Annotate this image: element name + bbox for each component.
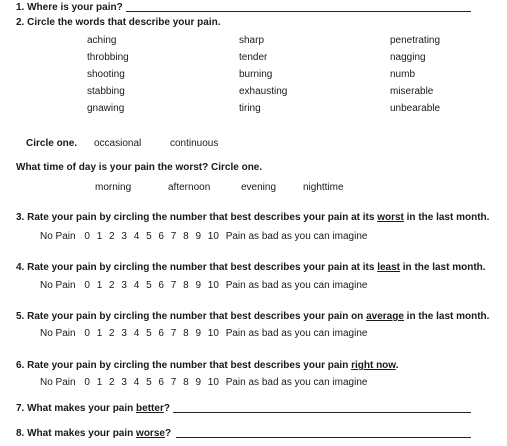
scale-number-7[interactable]: 7 [170,328,177,339]
scale-number-7[interactable]: 7 [170,280,177,291]
scale-number-3[interactable]: 3 [121,377,127,388]
pain-word[interactable]: exhausting [239,86,288,97]
question-3-emphasis: worst [377,212,404,223]
frequency-option-occasional[interactable]: occasional [94,138,142,149]
answer-line-1[interactable] [126,11,471,12]
scale-number-6[interactable]: 6 [158,377,164,388]
scale-number-2[interactable]: 2 [109,231,115,242]
scale-number-4[interactable]: 4 [133,231,140,242]
scale-number-0[interactable]: 0 [84,280,90,291]
question-1-label: 1. Where is your pain? [16,2,123,13]
question-6-text: 6. Rate your pain by circling the number that best describes your pain [16,360,352,371]
question-5-emphasis: average [366,311,404,322]
scale-number-1[interactable]: 1 [96,328,103,339]
scale-number-8[interactable]: 8 [183,231,189,242]
scale-number-0[interactable]: 0 [84,377,90,388]
scale-number-6[interactable]: 6 [158,231,164,242]
scale-number-3[interactable]: 3 [121,280,127,291]
scale-number-4[interactable]: 4 [133,280,140,291]
scale-number-0[interactable]: 0 [84,328,90,339]
question-7 [16,403,170,415]
question-8-emphasis: worse [136,428,165,439]
question-5 [16,311,489,323]
circle-one-label: Circle one. [26,138,78,149]
scale-number-6[interactable]: 6 [158,280,164,291]
question-8 [16,428,171,440]
scale-number-9[interactable]: 9 [195,328,202,339]
pain-scale-5 [40,328,367,340]
scale-number-8[interactable]: 8 [183,328,189,339]
pain-scale-6 [40,377,367,389]
scale-number-0[interactable]: 0 [84,231,90,242]
scale-number-10[interactable]: 10 [207,377,219,388]
scale-number-10[interactable]: 10 [207,328,219,339]
scale-number-10[interactable]: 10 [207,280,219,291]
question-4-tail: in the last month. [400,262,486,273]
question-6-emphasis: right now [351,360,396,371]
scale-left-label: No Pain [40,231,76,242]
time-option-afternoon[interactable]: afternoon [168,182,211,193]
scale-number-5[interactable]: 5 [146,328,152,339]
scale-right-label: Pain as bad as you can imagine [225,231,368,242]
question-4 [16,262,486,274]
pain-word[interactable]: shooting [87,69,125,80]
scale-number-1[interactable]: 1 [96,280,103,291]
time-option-evening[interactable]: evening [241,182,277,193]
scale-number-6[interactable]: 6 [158,328,164,339]
scale-number-2[interactable]: 2 [109,280,115,291]
scale-right-label: Pain as bad as you can imagine [225,328,368,339]
pain-word[interactable]: numb [390,69,416,80]
pain-word[interactable]: unbearable [390,103,441,114]
pain-word[interactable]: tiring [239,103,261,114]
question-3-text: 3. Rate your pain by circling the number that best describes your pain at its [16,212,378,223]
scale-number-9[interactable]: 9 [195,280,202,291]
pain-word[interactable]: tender [239,52,268,63]
scale-number-7[interactable]: 7 [170,231,177,242]
scale-left-label: No Pain [40,280,76,291]
question-3 [16,212,489,224]
question-4-text: 4. Rate your pain by circling the number that best describes your pain at its [16,262,378,273]
scale-number-3[interactable]: 3 [121,328,127,339]
scale-number-4[interactable]: 4 [133,377,140,388]
scale-number-1[interactable]: 1 [96,377,103,388]
question-6 [16,360,398,372]
scale-number-2[interactable]: 2 [109,328,115,339]
question-2 [16,17,221,29]
scale-number-2[interactable]: 2 [109,377,115,388]
pain-scale-4 [40,280,367,292]
scale-number-10[interactable]: 10 [207,231,219,242]
pain-scale-3 [40,231,367,243]
scale-number-9[interactable]: 9 [195,231,202,242]
question-5-text: 5. Rate your pain by circling the number that best describes your pain on [16,311,367,322]
scale-left-label: No Pain [40,328,76,339]
question-1 [16,2,123,14]
question-8-text: 8. What makes your pain [16,428,137,439]
pain-word[interactable]: stabbing [87,86,125,97]
question-7-text: 7. What makes your pain [16,403,137,414]
pain-word[interactable]: miserable [390,86,434,97]
scale-number-1[interactable]: 1 [96,231,103,242]
scale-right-label: Pain as bad as you can imagine [225,377,368,388]
question-4-emphasis: least [377,262,400,273]
scale-number-5[interactable]: 5 [146,280,152,291]
time-of-day-question: What time of day is your pain the worst? Circle one. [16,162,263,173]
pain-word[interactable]: sharp [239,35,265,46]
question-7-tail: ? [163,403,170,414]
time-option-morning[interactable]: morning [95,182,132,193]
scale-left-label: No Pain [40,377,76,388]
scale-number-8[interactable]: 8 [183,377,189,388]
pain-word[interactable]: gnawing [87,103,125,114]
pain-word[interactable]: nagging [390,52,426,63]
frequency-option-continuous[interactable]: continuous [170,138,219,149]
scale-number-9[interactable]: 9 [195,377,202,388]
answer-line-7[interactable] [173,412,471,413]
scale-number-7[interactable]: 7 [170,377,177,388]
scale-number-3[interactable]: 3 [121,231,127,242]
question-7-emphasis: better [136,403,164,414]
question-8-tail: ? [164,428,172,439]
question-2-label: 2. Circle the words that describe your pain. [16,17,221,28]
time-option-nighttime[interactable]: nighttime [303,182,344,193]
pain-word[interactable]: penetrating [390,35,441,46]
question-6-tail: . [395,360,399,371]
pain-word[interactable]: aching [87,35,117,46]
answer-line-8[interactable] [176,437,471,438]
scale-number-5[interactable]: 5 [146,231,152,242]
scale-right-label: Pain as bad as you can imagine [225,280,368,291]
scale-number-4[interactable]: 4 [133,328,140,339]
question-3-tail: in the last month. [403,212,490,223]
question-5-tail: in the last month. [403,311,490,322]
pain-word[interactable]: throbbing [87,52,129,63]
scale-number-8[interactable]: 8 [183,280,189,291]
pain-word[interactable]: burning [239,69,273,80]
scale-number-5[interactable]: 5 [146,377,152,388]
